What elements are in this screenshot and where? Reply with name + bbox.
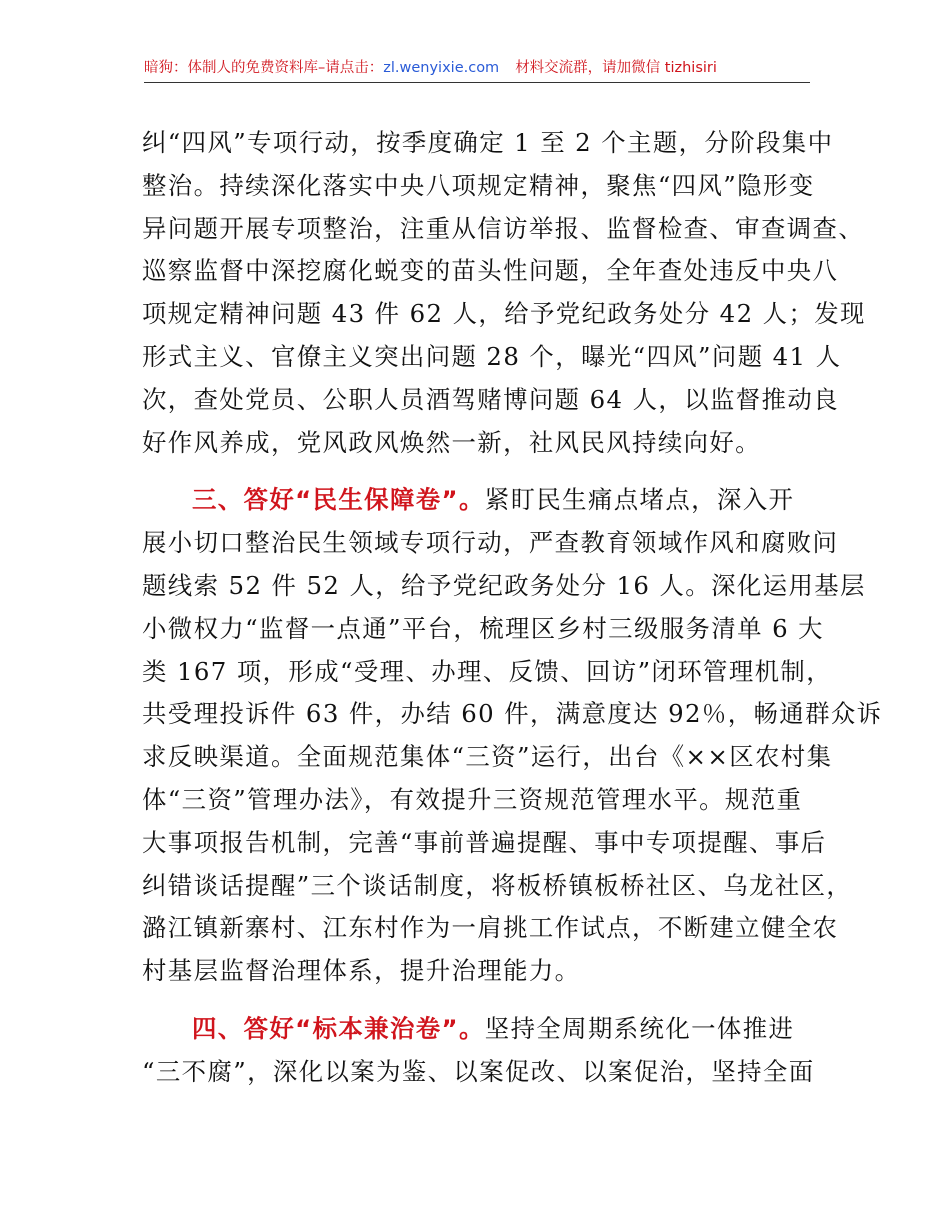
- text-line: 项规定精神问题 43 件 62 人，给予党纪政务处分 42 人；发现: [142, 299, 866, 329]
- text-line: 形式主义、官僚主义突出问题 28 个，曝光“四风”问题 41 人: [142, 341, 842, 371]
- text-line: 异问题开展专项整治，注重从信访举报、监督检查、审查调查、: [142, 213, 865, 243]
- paragraph-livelihood: [142, 479, 883, 993]
- text-line: 次，查处党员、公职人员酒驾赌博问题 64 人，以监督推动良: [142, 384, 839, 414]
- text-line: “三不腐”，深化以案为鉴、以案促改、以案促治，坚持全面: [142, 1056, 815, 1086]
- text-line: 大事项报告机制，完善“事前普遍提醒、事中专项提醒、事后: [142, 827, 827, 857]
- text-line: 村基层监督治理体系，提升治理能力。: [142, 956, 581, 986]
- text-fragment: 坚持全周期系统化一体推进: [484, 1013, 795, 1043]
- paragraph-four-winds: [142, 122, 866, 464]
- section-first-line: [142, 479, 814, 522]
- text-line: 潞江镇新寨村、江东村作为一肩挑工作试点，不断建立健全农: [142, 913, 839, 943]
- document-body: [142, 122, 883, 1109]
- paragraph-root-causes: [142, 1008, 814, 1094]
- text-line: 小微权力“监督一点通”平台，梳理区乡村三级服务清单 6 大: [142, 613, 824, 643]
- page-header: [144, 58, 810, 83]
- text-line: 整治。持续深化落实中央八项规定精神，聚焦“四风”隐形变: [142, 170, 815, 200]
- header-site-name: 暗狗：体制人的免费资料库: [144, 60, 318, 76]
- text-line: 纠“四风”专项行动，按季度确定 1 至 2 个主题，分阶段集中: [142, 128, 834, 157]
- text-line: 纠错谈话提醒”三个谈话制度，将板桥镇板桥社区、乌龙社区，: [142, 870, 853, 900]
- header-contact: 材料交流群，请加微信 tizhisiri: [515, 60, 717, 76]
- header-url-link[interactable]: zl.wenyixie.com: [383, 60, 500, 76]
- text-line: 共受理投诉件 63 件，办结 60 件，满意度达 92％，畅通群众诉: [142, 699, 883, 729]
- text-line: 求反映渠道。全面规范集体“三资”运行，出台《××区农村集: [142, 742, 833, 772]
- text-line: 展小切口整治民生领域专项行动，严查教育领域作风和腐败问: [142, 528, 839, 558]
- section-heading-livelihood: 三、答好“民生保障卷”。: [192, 485, 485, 515]
- text-fragment: 紧盯民生痛点堵点，深入开: [484, 485, 795, 515]
- text-line: 题线索 52 件 52 人，给予党纪政务处分 16 人。深化运用基层: [142, 570, 866, 600]
- section-heading-root-causes: 四、答好“标本兼治卷”。: [192, 1013, 485, 1043]
- text-line: 体“三资”管理办法》，有效提升三资规范管理水平。规范重: [142, 784, 803, 814]
- text-line: 类 167 项，形成“受理、办理、反馈、回访”闭环管理机制，: [142, 656, 832, 686]
- section-first-line: [142, 1008, 814, 1051]
- text-line: 好作风养成，党风政风焕然一新，社风民风持续向好。: [142, 427, 761, 457]
- header-click-prompt: –请点击：: [318, 60, 384, 76]
- text-line: 巡察监督中深挖腐化蜕变的苗头性问题，全年查处违反中央八: [142, 256, 839, 286]
